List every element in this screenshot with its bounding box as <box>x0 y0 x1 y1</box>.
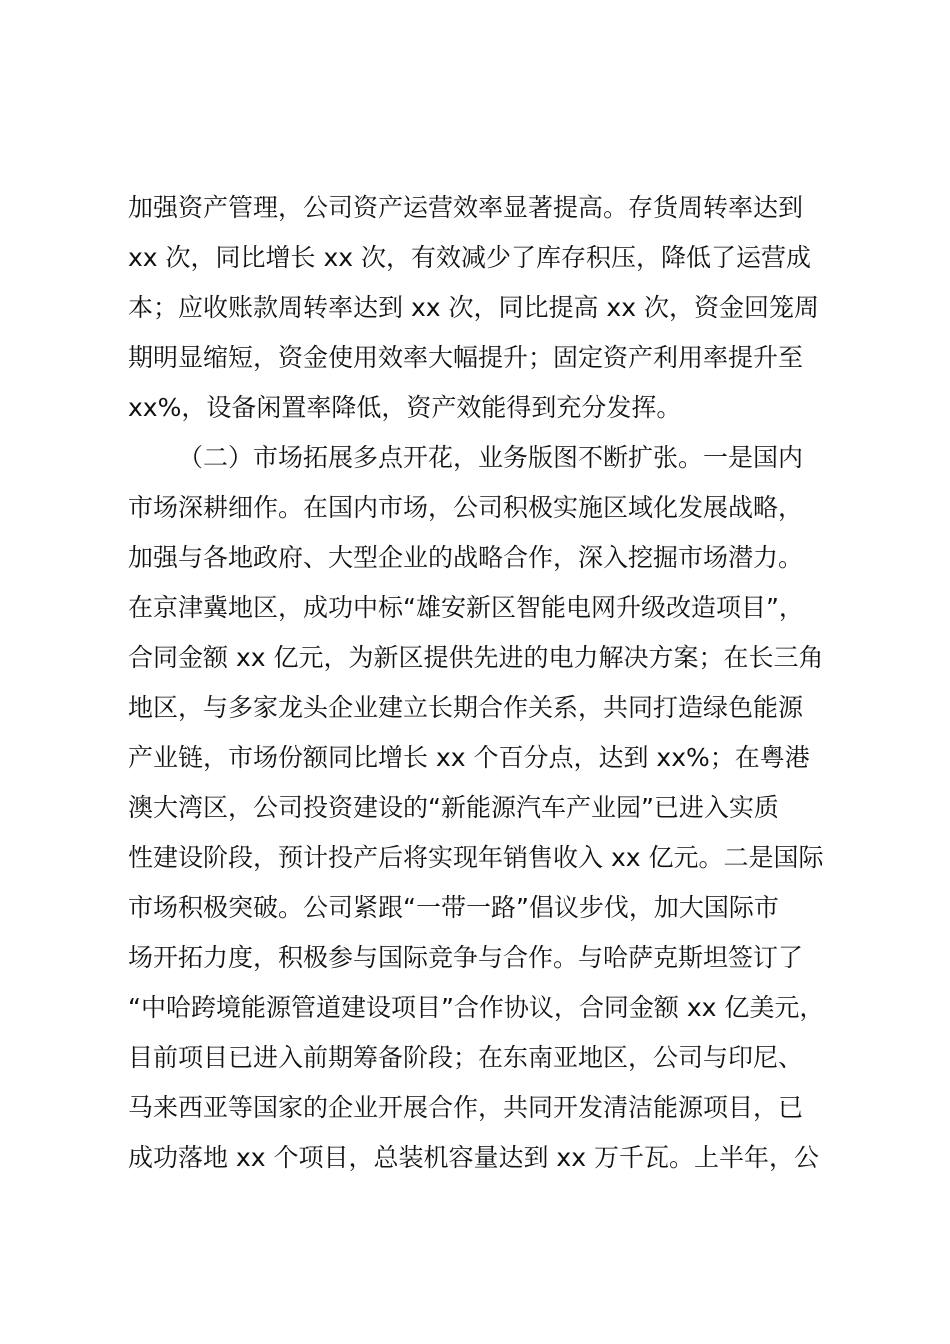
text-line: 本；应收账款周转率达到 xx 次，同比提高 xx 次，资金回笼周 <box>128 293 819 322</box>
text-line: 成功落地 xx 个项目，总装机容量达到 xx 万千瓦。上半年，公 <box>128 1143 819 1172</box>
text-line: 产业链，市场份额同比增长 xx 个百分点，达到 xx%；在粤港 <box>128 743 810 772</box>
text-line: xx 次，同比增长 xx 次，有效减少了库存积压，降低了运营成 <box>128 243 812 272</box>
text-line: 澳大湾区，公司投资建设的“新能源汽车产业园”已进入实质 <box>128 793 779 822</box>
text-line: 加强资产管理，公司资产运营效率显著提高。存货周转率达到 <box>128 193 804 222</box>
text-line: 合同金额 xx 亿元，为新区提供先进的电力解决方案；在长三角 <box>128 643 824 672</box>
text-line: 目前项目已进入前期筹备阶段；在东南亚地区，公司与印尼、 <box>128 1043 804 1072</box>
section-heading-line: （二）市场拓展多点开花，业务版图不断扩张。一是国内 <box>178 443 804 472</box>
text-line: xx%，设备闲置率降低，资产效能得到充分发挥。 <box>128 393 682 422</box>
text-line: 期明显缩短，资金使用效率大幅提升；固定资产利用率提升至 <box>128 343 804 372</box>
text-line: 市场积极突破。公司紧跟“一带一路”倡议步伐，加大国际市 <box>128 893 779 922</box>
text-line: “中哈跨境能源管道建设项目”合作协议，合同金额 xx 亿美元， <box>128 993 825 1022</box>
text-line: 马来西亚等国家的企业开展合作，共同开发清洁能源项目，已 <box>128 1093 804 1122</box>
text-line: 在京津冀地区，成功中标“雄安新区智能电网升级改造项目”， <box>128 593 804 622</box>
text-line: 性建设阶段，预计投产后将实现年销售收入 xx 亿元。二是国际 <box>128 843 824 872</box>
text-line: 加强与各地政府、大型企业的战略合作，深入挖掘市场潜力。 <box>128 543 804 572</box>
body-text <box>128 183 848 1183</box>
text-line: 市场深耕细作。在国内市场，公司积极实施区域化发展战略， <box>128 493 804 522</box>
text-line: 地区，与多家龙头企业建立长期合作关系，共同打造绿色能源 <box>128 693 804 722</box>
text-line: 场开拓力度，积极参与国际竞争与合作。与哈萨克斯坦签订了 <box>128 943 804 972</box>
